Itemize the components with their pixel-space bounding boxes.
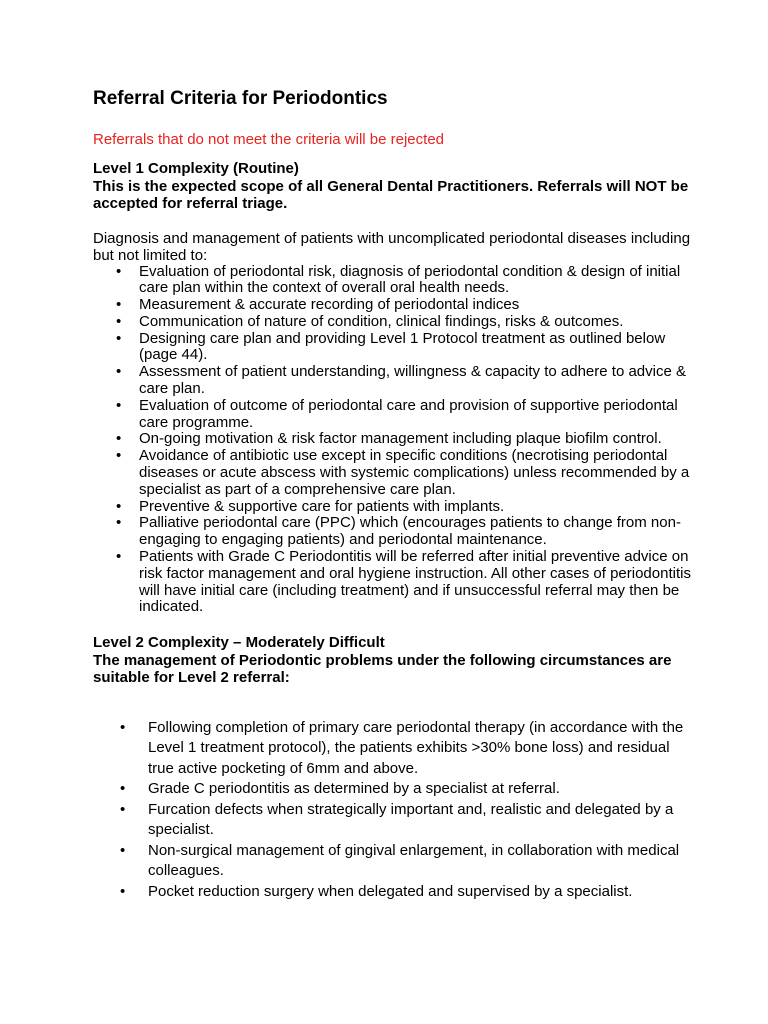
list-item-text: Measurement & accurate recording of periodontal indices	[139, 296, 520, 314]
bullet-icon: •	[116, 548, 122, 566]
list-item	[93, 431, 693, 448]
document-page	[93, 86, 693, 902]
list-item-text: Evaluation of periodontal risk, diagnosis of periodontal condition & design of initial care plan within the context of overall oral health needs.	[139, 262, 681, 297]
bullet-icon: •	[116, 363, 122, 381]
bullet-icon: •	[120, 841, 126, 859]
list-item	[93, 364, 693, 398]
list-item-text: Evaluation of outcome of periodontal care and provision of supportive periodontal care programme.	[139, 396, 678, 431]
page-title: Referral Criteria for Periodontics	[93, 88, 388, 109]
bullet-icon: •	[116, 497, 122, 515]
list-item	[93, 800, 693, 841]
bullet-icon: •	[116, 312, 122, 330]
level2-list	[93, 718, 693, 903]
level1-subheading: This is the expected scope of all General Dental Practitioners. Referrals will NOT be accepted for referral triage.	[93, 177, 689, 212]
list-item	[93, 499, 693, 516]
list-item-text: Following completion of primary care periodontal therapy (in accordance with the Level 1 treatment protocol), the patients exhibits >30% bone loss) and residual true active pocketing of 6mm and above.	[148, 718, 684, 777]
list-item-text: Pocket reduction surgery when delegated and supervised by a specialist.	[148, 882, 633, 900]
list-item	[93, 398, 693, 432]
list-item-text: Furcation defects when strategically important and, realistic and delegated by a specialist.	[148, 800, 674, 839]
list-item-text: Non-surgical management of gingival enlargement, in collaboration with medical colleagues.	[148, 841, 680, 880]
list-item-text: Palliative periodontal care (PPC) which (encourages patients to change from non-engaging to engaging patients) and periodontal maintenance.	[139, 514, 681, 549]
list-item-text: Assessment of patient understanding, willingness & capacity to adhere to advice & care plan.	[139, 363, 686, 398]
bullet-icon: •	[116, 447, 122, 465]
bullet-icon: •	[120, 718, 126, 736]
list-item-text: Patients with Grade C Periodontitis will be referred after initial preventive advice on risk factor management and oral hygiene instruction. All other cases of periodontitis will have initial care (including treatment) and if unsuccessful referral may then be indicated.	[139, 548, 691, 616]
list-item	[93, 264, 693, 298]
list-item	[93, 331, 693, 365]
list-item	[93, 882, 693, 903]
list-item-text: Avoidance of antibiotic use except in specific conditions (necrotising periodontal diseases or acute abscess with systemic complications) unless recommended by a specialist as part of a comprehensive care plan.	[139, 447, 690, 498]
list-item	[93, 448, 693, 498]
bullet-icon: •	[116, 514, 122, 532]
bullet-icon: •	[120, 800, 126, 818]
bullet-icon: •	[120, 780, 126, 798]
level1-section	[93, 160, 693, 616]
level2-subheading: The management of Periodontic problems under the following circumstances are suitable for Level 2 referral:	[93, 651, 672, 687]
level1-intro: Diagnosis and management of patients with uncomplicated periodontal diseases including but not limited to:	[93, 229, 691, 264]
list-item	[93, 841, 693, 882]
list-item-text: On-going motivation & risk factor management including plaque biofilm control.	[139, 430, 662, 448]
bullet-icon: •	[120, 882, 126, 900]
list-item-text: Designing care plan and providing Level 1 Protocol treatment as outlined below (page 44).	[139, 329, 666, 364]
bullet-icon: •	[116, 296, 122, 314]
list-item-text: Preventive & supportive care for patients with implants.	[139, 497, 505, 515]
list-item	[93, 779, 693, 800]
list-item	[93, 297, 693, 314]
bullet-icon: •	[116, 262, 122, 280]
level2-section	[93, 634, 693, 902]
bullet-icon: •	[116, 396, 122, 414]
level1-heading: Level 1 Complexity (Routine)	[93, 160, 299, 177]
level2-heading: Level 2 Complexity – Moderately Difficult	[93, 634, 385, 652]
rejection-notice: Referrals that do not meet the criteria will be rejected	[93, 131, 444, 148]
bullet-icon: •	[116, 430, 122, 448]
level1-list	[93, 264, 693, 617]
bullet-icon: •	[116, 329, 122, 347]
list-item	[93, 515, 693, 549]
list-item-text: Communication of nature of condition, clinical findings, risks & outcomes.	[139, 312, 624, 330]
list-item	[93, 549, 693, 616]
list-item	[93, 314, 693, 331]
list-item	[93, 718, 693, 780]
list-item-text: Grade C periodontitis as determined by a specialist at referral.	[148, 780, 560, 798]
